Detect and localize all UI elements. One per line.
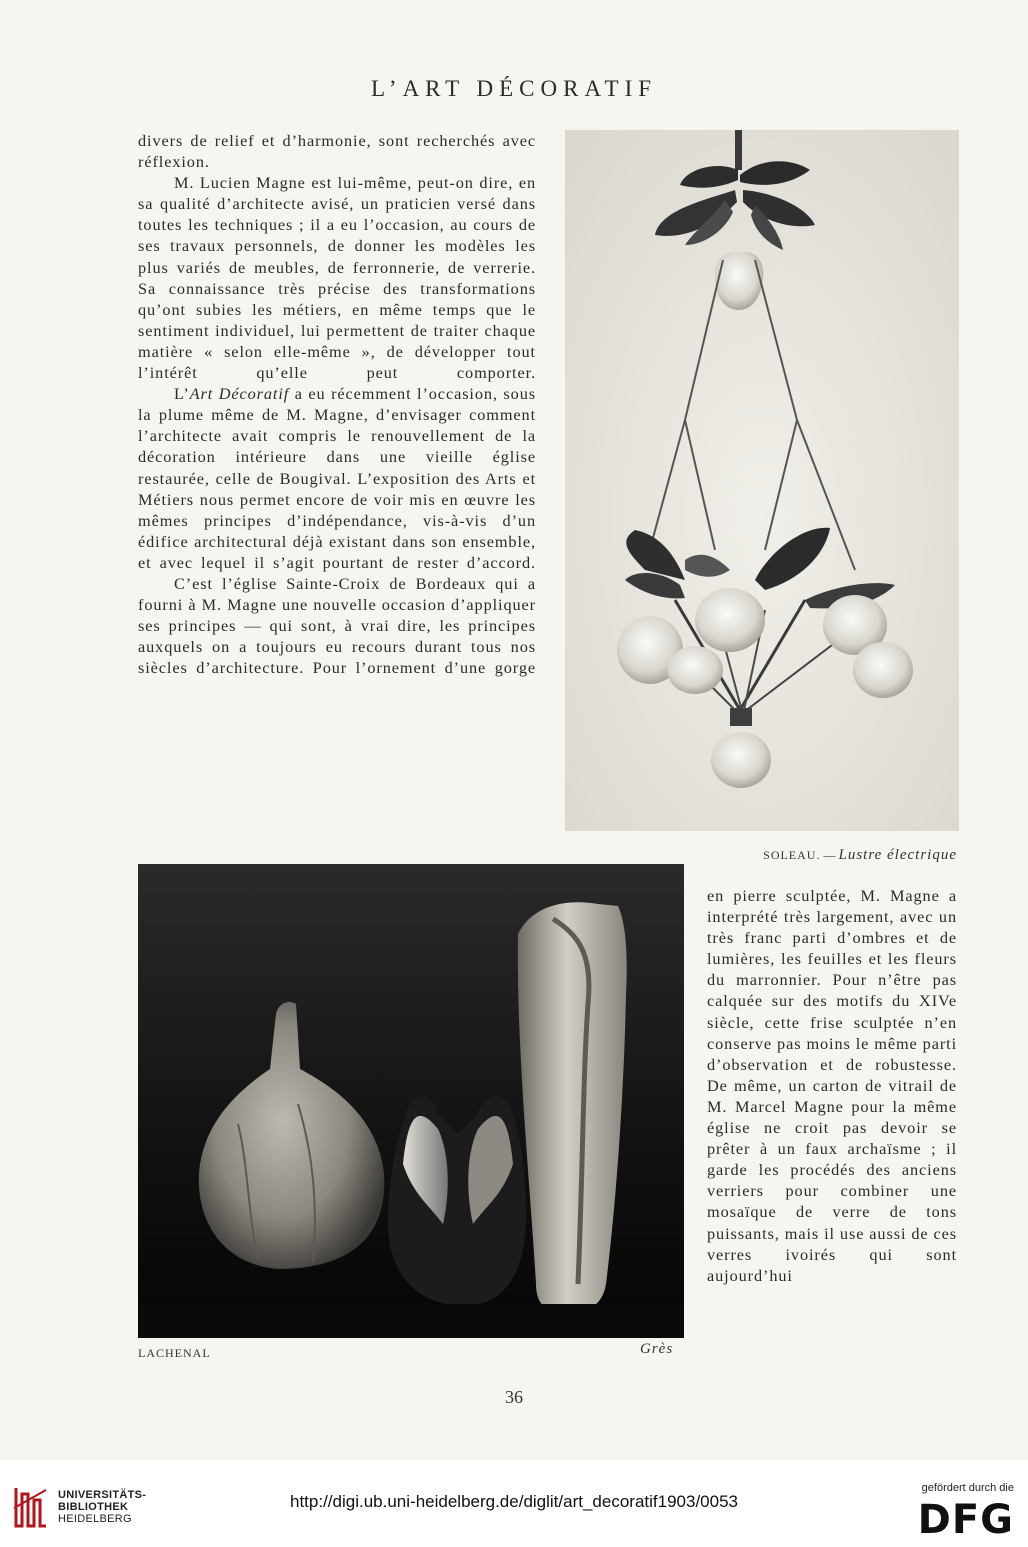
library-line-3: HEIDELBERG: [58, 1513, 132, 1525]
chandelier-illustration: [565, 130, 959, 831]
dfg-logo: DFG: [917, 1497, 1014, 1543]
library-line-2: BIBLIOTHEK: [58, 1501, 129, 1513]
vases-caption-title: Grès: [640, 1341, 674, 1357]
vases-illustration: [138, 864, 684, 1338]
source-url-link[interactable]: http://digi.ub.uni-heidelberg.de/diglit/art_decoratif1903/0053: [290, 1492, 738, 1511]
digitization-footer: [0, 1460, 1028, 1547]
vases-caption-author: LACHENAL: [138, 1346, 211, 1360]
page-number: 36: [505, 1387, 523, 1407]
running-header: L’ART DÉCORATIF: [370, 76, 658, 101]
paragraph-3-post: a eu récemment l’occasion, sous la plume même de M. Magne, d’envisager comment l’architecte avait compris le renouvellement de la décoration intérieure dans une vieille église restaurée, celle de Bougival. L’exposition des Arts et Métiers nous permet encore de voir mis en œuvre les mêmes principes d’indépendance, vis-à-vis d’un édifice architectural déjà existant dans son ensemble, et avec lequel il s’agit pourtant de rester d’accord.: [138, 384, 536, 572]
caption-dash: —: [820, 848, 839, 862]
journal-title-italic: Art Décoratif: [189, 384, 290, 404]
caption-author-soleau: SOLEAU.: [763, 848, 821, 862]
paragraph-3: [138, 383, 536, 573]
funding-note: gefördert durch die: [921, 1482, 1014, 1494]
left-text-column: [138, 130, 536, 678]
right-text-column: [707, 885, 957, 1286]
right-paragraph: en pierre sculptée, M. Magne a interprété très largement, avec un très franc parti d’ombres et de lumières, les feuilles et les fleurs du marronnier. Pour n’être pas calquée sur des motifs du XIVe siècle, cette frise sculptée n’en conserve pas moins le même parti d’observation et de robustesse. De même, un carton de vitrail de M. Marcel Magne pour la même église ne croit pas devoir se prêter à un faux archaïsme ; il garde les procédés des anciens verriers pour combiner une mosaïque de verre de tons puissants, mais il use aussi de ces verres ivoirés qui sont aujourd’hui: [707, 886, 957, 1285]
caption-title-lustre: Lustre électrique: [838, 847, 957, 863]
chandelier-caption: [703, 847, 957, 864]
paragraph-1: divers de relief et d’harmonie, sont recherchés avec réflexion.: [138, 131, 536, 172]
paragraph-3-pre: L’: [174, 384, 190, 404]
chandelier-photograph: [565, 130, 959, 831]
library-line-1: UNIVERSITÄTS-: [58, 1489, 147, 1501]
vases-photograph: [138, 864, 684, 1338]
paragraph-4: C’est l’église Sainte-Croix de Bordeaux qui a fourni à M. Magne une nouvelle occasion d’appliquer ses principes — qui sont, à vrai dire, les principes auxquels on a toujours eu recours durant tous nos siècles d’architecture. Pour l’ornement d’une gorge: [138, 573, 536, 678]
paragraph-2: M. Lucien Magne est lui-même, peut-on dire, en sa qualité d’architecte avisé, un praticien versé dans toutes les techniques ; il a eu l’occasion, au cours de ses travaux personnels, de donner les modèles les plus variés de meubles, de ferronnerie, de verrerie. Sa connaissance très précise des transformations qu’ont subies les métiers, en même temps que le sentiment individuel, lui permettent de traiter chaque matière « selon elle-même », de développer tout l’intérêt qu’elle peut comporter.: [138, 173, 536, 383]
